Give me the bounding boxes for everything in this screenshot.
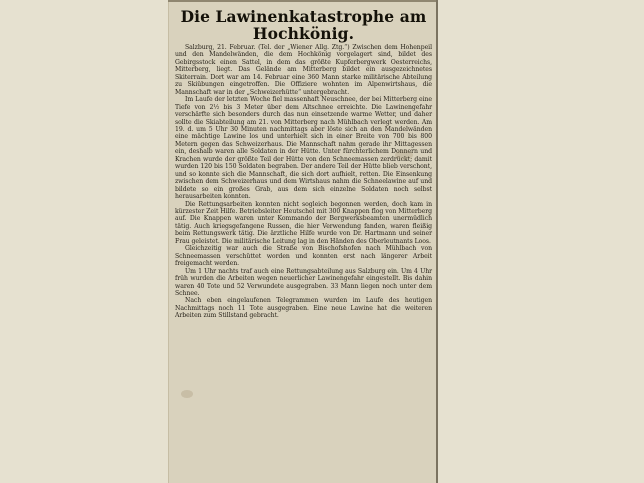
paper-stain bbox=[181, 390, 193, 398]
article-paragraph: Die Rettungsarbeiten konnten nicht sogleich begonnen werden, doch kam in kürzester Zeit Hilfe. Betriebsleiter Heutschel mit 300 Knappen flog von Mitterberg auf. Die Knappen waren unter Kommando der Bergwerksbeamten unermüdlich tätig. Auch kriegsgefangene Russen, die hier Verwendung fanden, waren fleißig beim Rettungswerk tätig. Die ärztliche Hilfe wurde von Dr. Hartmann und seiner Frau geleistet. Die militärische Leitung lag in den Händen des Oberleutnants Loos. bbox=[175, 200, 432, 245]
article-paragraph: Im Laufe der letzten Woche fiel massenhaft Neuschnee, der bei Mitterberg eine Tiefe von 2½ bis 3 Meter über dem Altschnee erreichte. Die Lawinengefahr verschärfte sich besonders durch das nun einsetzende warme Wetter, und daher sollte die Skiabteilung am 21. von Mitterberg nach Mühlbach verlegt werden. Am 19. d. um 5 Uhr 30 Minuten nachmittags aber löste sich an den Mandelwänden eine mächtige Lawine los und unterhielt sich in einer Breite von 700 bis 800 Metern gegen das Schweizerhaus. Die Mannschaft nahm gerade ihr Mittagessen ein, deshalb waren alle Soldaten in der Hütte. Unter fürchterlichem Donnern und Krachen wurde der größte Teil der Hütte von den Schneemassen zerdrückt; damit wurden 120 bis 150 Soldaten begraben. Der andere Teil der Hütte blieb verschont, und so konnte sich die Mannschaft, die sich dort aufhielt, retten. Die Einsenkung zwischen dem Schweizerhaus und dem Wirtshaus nahm die Schneelawine auf und bildete so ein großes Grab, aus dem sich einzelne Soldaten noch selbst herausarbeiten konnten. bbox=[175, 96, 432, 201]
article-body bbox=[175, 44, 432, 320]
paper-stain bbox=[395, 150, 413, 160]
article-paragraph: Um 1 Uhr nachts traf auch eine Rettungsabteilung aus Salzburg ein. Um 4 Uhr früh wurden die Arbeiten wegen neuerlicher Lawinengefahr eingestellt. Bis dahin waren 40 Tote und 52 Verwundete ausgegraben. 33 Mann liegen noch unter dem Schnee. bbox=[175, 267, 432, 297]
article-paragraph: Gleichzeitig war auch die Straße von Bischofshofen nach Mühlbach von Schneemassen verschüttet worden und konnten erst nach längerer Arbeit freigemacht werden. bbox=[175, 245, 432, 268]
article-headline: Die Lawinenkatastrophe am Hochkönig. bbox=[180, 7, 427, 43]
newspaper-clipping bbox=[168, 0, 438, 483]
article-paragraph: Nach eben eingelaufenen Telegrammen wurden im Laufe des heutigen Nachmittags noch 11 Tote ausgegraben. Eine neue Lawine hat die weiteren Arbeiten zum Stillstand gebracht. bbox=[175, 297, 432, 320]
clipping-top-rule bbox=[168, 0, 438, 2]
article-paragraph: Salzburg, 21. Februar. (Tel. der „Wiener Allg. Ztg.“) Zwischen dem Hohenpeil und den Mandelwänden, die dem Hochkönig vorgelagert sind, bildet des Gebirgsstock einen Sattel, in dem das größte Kupferbergwerk Oesterreichs, Mitterberg, liegt. Das Gelände am Mitterberg bildet ein ausgezeichnetes Skiterrain. Dort war am 14. Februar eine 360 Mann starke militärische Abteilung zu Skiübungen eingetroffen. Die Offiziere wohnten im Alpenwirtshaus, die Mannschaft war in der „Schweizerhütte“ untergebracht. bbox=[175, 44, 432, 96]
column-rule bbox=[436, 0, 438, 483]
